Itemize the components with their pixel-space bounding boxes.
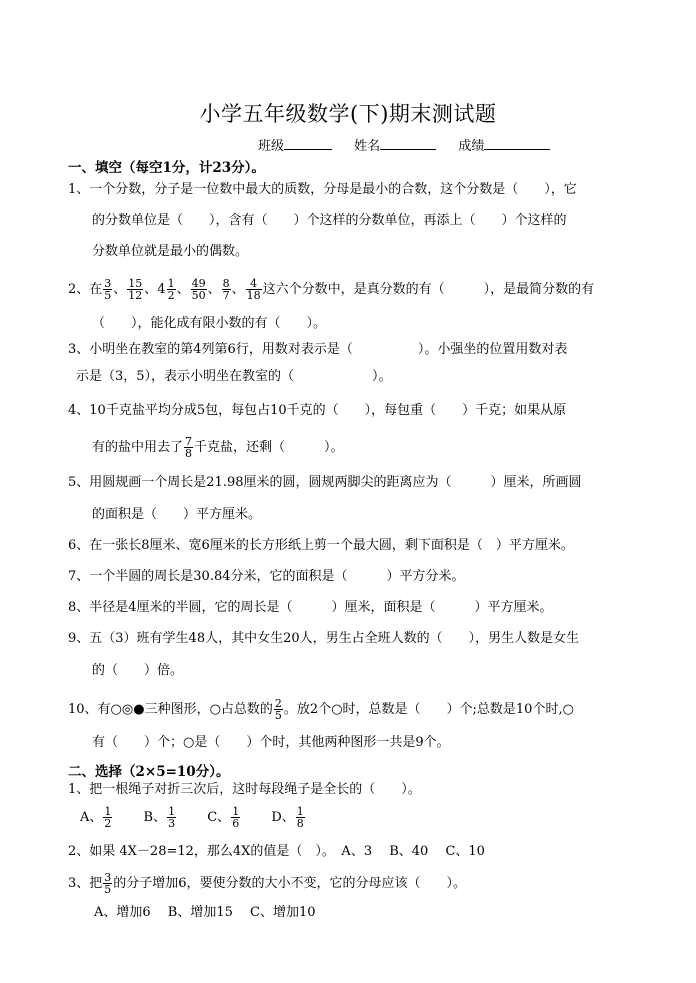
fraction-denominator: 5	[104, 883, 112, 896]
fraction-denominator: 18	[246, 289, 261, 302]
q4-line2	[92, 436, 344, 459]
fraction	[184, 436, 193, 459]
q2-line2: （ ），能化成有限小数的有（ ）。	[92, 316, 327, 331]
fraction-numerator: 7	[185, 435, 193, 448]
separator: 、	[207, 282, 221, 297]
fraction-denominator: 6	[232, 817, 240, 830]
q10-pre: 10、有○◎●三种图形，○占总数的	[68, 702, 273, 717]
s2-q1-options	[80, 806, 332, 829]
q9-line1: 9、五（3）班有学生48人，其中女生20人，男生占全班人数的（ ），男生人数是女生	[68, 631, 580, 646]
class-label: 班级	[258, 139, 285, 154]
s2-q2-line: 2、如果 4X－28=12，那么4X的值是（ ）。 A、3 B、40 C、10	[68, 844, 485, 859]
fraction	[103, 806, 112, 829]
q7-line: 7、一个半圆的周长是30.84分米，它的面积是（ ）平方分米。	[68, 569, 465, 584]
option-c[interactable]	[207, 806, 241, 829]
fraction-denominator: 2	[167, 289, 175, 302]
s2-q3-options: A、增加6 B、增加15 C、增加10	[94, 905, 316, 920]
q5-line2: 的面积是（ ）平方厘米。	[92, 507, 262, 522]
option-label: B、	[143, 810, 167, 825]
separator: 、	[176, 282, 190, 297]
fraction	[167, 278, 176, 301]
fraction-denominator: 8	[185, 447, 193, 460]
option-d[interactable]	[271, 806, 305, 829]
fraction	[231, 806, 240, 829]
option-label: C、	[207, 810, 231, 825]
fraction-denominator: 5	[104, 289, 112, 302]
fraction-denominator: 50	[191, 289, 206, 302]
fraction-numerator: 1	[104, 805, 112, 818]
q2-post: 这六个分数中，是真分数的有（ ），是最简分数的有	[262, 282, 595, 297]
q4-pre: 有的盐中用去了	[92, 440, 184, 455]
fraction	[296, 806, 305, 829]
fraction-numerator: 15	[128, 277, 143, 290]
q3-line1: 3、小明坐在教室的第4列第6行，用数对表示是（ ）。小强坐的位置用数对表	[68, 342, 568, 357]
score-blank[interactable]	[484, 137, 550, 150]
fraction-denominator: 7	[222, 289, 230, 302]
fraction	[103, 278, 112, 301]
section1-header: 一、填空（每空1分，计23分）。	[68, 160, 265, 176]
fraction	[191, 278, 207, 301]
class-blank[interactable]	[284, 137, 332, 150]
q3-line2: 示是（3，5），表示小明坐在教室的（ ）。	[76, 369, 392, 384]
fraction-denominator: 8	[296, 817, 304, 830]
fraction-numerator: 4	[246, 278, 262, 290]
q4-post: 千克盐，还剩（ ）。	[194, 440, 344, 455]
fraction-numerator: 1	[296, 805, 304, 818]
fraction-numerator: 3	[104, 871, 112, 884]
separator: 、4	[144, 282, 166, 297]
name-blank[interactable]	[380, 137, 436, 150]
fraction	[103, 872, 112, 895]
fraction	[246, 278, 262, 301]
q2-pre: 2、在	[68, 282, 103, 297]
fraction	[167, 806, 176, 829]
q9-line2: 的（ ）倍。	[92, 663, 184, 678]
s2-q3-pre: 3、把	[68, 876, 103, 891]
fraction-denominator: 12	[128, 289, 143, 302]
q10-post: 。放2个○时，总数是（ ）个;总数是10个时,○	[283, 702, 574, 717]
q5-line1: 5、用圆规画一个周长是21.98厘米的圆，圆规两脚尖的距离应为（ ）厘米，所画圆	[68, 475, 582, 490]
student-info-row	[258, 135, 568, 154]
q10-line2: 有（ ）个；○是（ ）个时，其他两种图形一共是9个。	[92, 735, 450, 750]
fraction-numerator: 49	[191, 277, 206, 290]
fraction-numerator: 1	[167, 277, 175, 290]
q8-line: 8、半径是4厘米的半圆，它的周长是（ ）厘米，面积是（ ）平方厘米。	[68, 600, 553, 615]
fraction-denominator: 3	[168, 817, 176, 830]
fraction	[127, 278, 143, 301]
separator: 、	[113, 282, 127, 297]
option-b[interactable]	[144, 806, 178, 829]
fraction-denominator: 5	[274, 709, 282, 722]
fraction-numerator: 8	[222, 277, 230, 290]
s2-q1-stem: 1、把一根绳子对折三次后，这时每段绳子是全长的（ ）。	[68, 782, 421, 797]
score-label: 成绩	[458, 139, 485, 154]
s2-q3-post: 的分子增加6，要使分数的大小不变，它的分母应该（ ）。	[113, 876, 467, 891]
fraction	[222, 278, 231, 301]
fraction	[274, 698, 283, 721]
q4-line1: 4、10千克盐平均分成5包，每包占10千克的（ ），每包重（ ）千克；如果从原	[68, 403, 567, 418]
page-title: 小学五年级数学(下)期末测试题	[199, 102, 497, 126]
section2-header: 二、选择（2×5=10分）。	[68, 764, 230, 780]
option-a[interactable]	[80, 806, 113, 829]
q6-line: 6、在一张长8厘米、宽6厘米的长方形纸上剪一个最大圆，剩下面积是（ ）平方厘米。	[68, 538, 574, 553]
name-label: 姓名	[354, 139, 381, 154]
separator: 、	[231, 282, 245, 297]
q1-line2: 的分数单位是（ ），含有（ ）个这样的分数单位，再添上（ ）个这样的	[92, 213, 567, 228]
option-label: D、	[271, 810, 295, 825]
fraction-numerator: 1	[232, 805, 240, 818]
q10-line1	[68, 698, 574, 721]
fraction-numerator: 2	[274, 697, 282, 710]
s2-q3-stem	[68, 872, 466, 895]
q1-line1: 1、一个分数，分子是一位数中最大的质数，分母是最小的合数，这个分数是（ ），它	[68, 182, 577, 197]
fraction-numerator: 1	[168, 805, 176, 818]
q1-line3: 分数单位就是最小的偶数。	[92, 244, 249, 259]
q2-line1	[68, 278, 594, 301]
option-label: A、	[80, 810, 103, 825]
fraction-numerator: 3	[104, 277, 112, 290]
fraction-denominator: 2	[104, 817, 112, 830]
